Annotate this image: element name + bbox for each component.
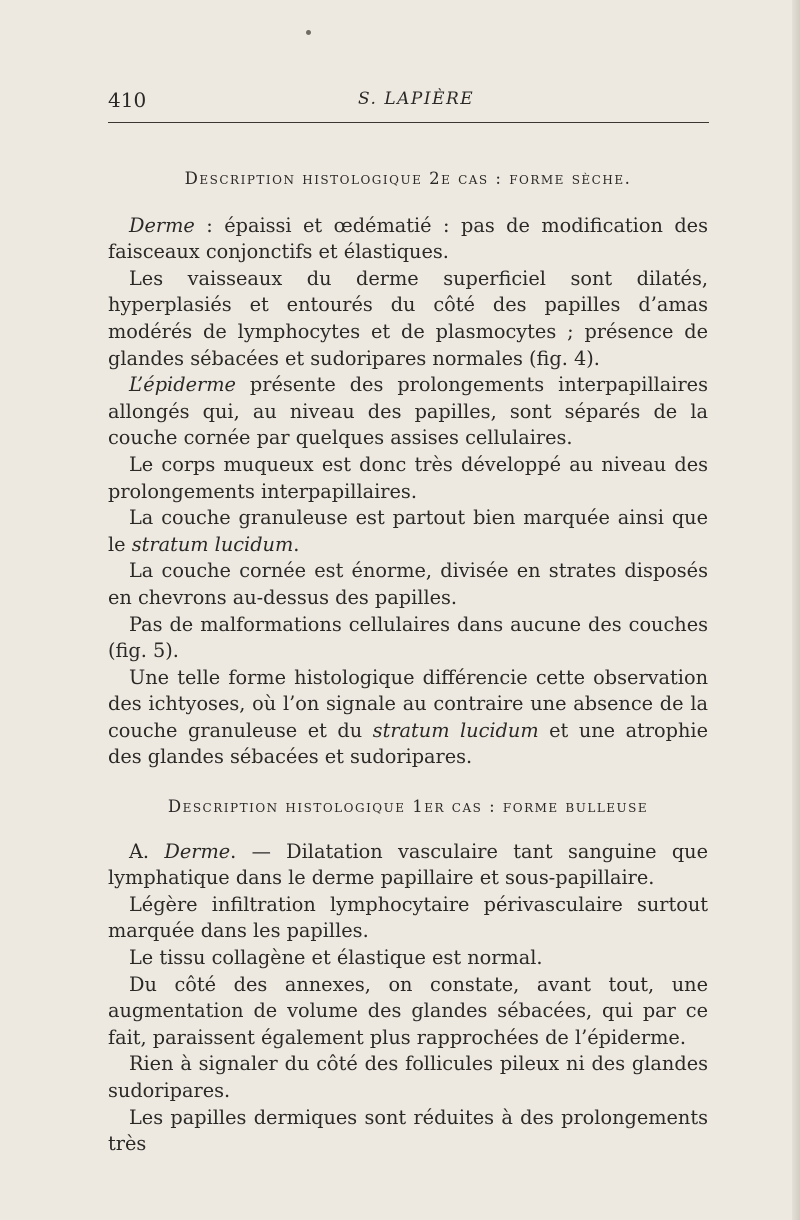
header-rule	[108, 122, 709, 123]
paragraph-text: Du côté des annexes, on constate, avant tout, une augmentation de volume des glandes sébacées, qui par ce fait, paraissent également plus rapprochées de l’épiderme.	[108, 972, 708, 1049]
term-stratum-lucidum: stratum lucidum	[372, 718, 539, 742]
paragraph-text: .	[293, 532, 300, 556]
paragraph-text: et une atrophie des glandes sébacées et sudoripares.	[108, 718, 708, 769]
paragraph-text: Les vaisseaux du derme superficiel sont dilatés, hyperplasiés et entourés du côté des papilles d’amas modérés de lymphocytes et de plasmocytes ; présence de glandes sébacées et sudoripares normales (fig. 4).	[108, 266, 708, 370]
paragraph-follicules	[108, 1051, 708, 1104]
paragraph-epiderme	[108, 372, 708, 452]
term-derme: Derme	[164, 839, 231, 863]
paragraph-text: La couche granuleuse est partout bien marquée ainsi que le	[108, 506, 708, 556]
paragraph-annexes	[108, 972, 708, 1052]
paragraph-text: Pas de malformations cellulaires dans aucune des couches (fig. 5).	[108, 612, 708, 663]
paragraph-text: Les papilles dermiques sont réduites à des prolongements très	[108, 1105, 708, 1156]
paragraph-couche-cornee	[108, 558, 708, 611]
page-edge	[792, 0, 800, 1220]
paragraph-prefix: A.	[129, 839, 165, 863]
paragraph-ichtyoses	[108, 665, 708, 771]
term-epiderme: L’épiderme	[129, 373, 236, 397]
term-derme: Derme	[129, 213, 195, 237]
paragraph-corps-muqueux	[108, 452, 708, 505]
paragraph-vaisseaux	[108, 266, 708, 372]
paragraph-couche-granuleuse	[108, 505, 708, 558]
page-number: 410	[108, 88, 147, 112]
paragraph-derme	[108, 213, 708, 266]
paragraph-infiltration	[108, 892, 708, 945]
paragraph-papilles	[108, 1105, 708, 1158]
running-head-author: S. LAPIÈRE	[358, 89, 475, 109]
paragraph-text: : épaissi et œdématié : pas de modification des faisceaux conjonctifs et élastiques.	[108, 213, 708, 264]
section-heading-bullous-form: Description histologique 1er cas : forme bulleuse	[167, 797, 649, 817]
paragraph-tissu-collagene	[108, 945, 708, 972]
section-heading-dry-form: Description histologique 2e cas : forme sèche.	[184, 169, 632, 188]
paragraph-text: . — Dilatation vasculaire tant sanguine que lymphatique dans le derme papillaire et sous-papillaire.	[108, 839, 708, 890]
paragraph-text: Légère infiltration lymphocytaire périvasculaire surtout marquée dans les papilles.	[108, 892, 708, 943]
paragraph-text: présente des prolongements interpapillaires allongés qui, au niveau des papilles, sont séparés de la couche cornée par quelques assises cellulaires.	[108, 373, 708, 450]
paragraph-text: Le corps muqueux est donc très développé au niveau des prolongements interpapillaires.	[108, 452, 708, 503]
running-head	[108, 86, 708, 114]
paragraph-malformations	[108, 612, 708, 665]
paragraph-text: Une telle forme histologique différencie cette observation des ichtyoses, où l’on signale au contraire une absence de la couche granuleuse et du	[108, 665, 708, 742]
paragraph-text: Le tissu collagène et élastique est normal.	[129, 946, 543, 970]
page-body	[108, 166, 708, 1158]
paragraph-text: La couche cornée est énorme, divisée en strates disposés en chevrons au-dessus des papilles.	[108, 559, 708, 609]
term-stratum-lucidum: stratum lucidum	[131, 532, 294, 556]
paragraph-text: Rien à signaler du côté des follicules pileux ni des glandes sudoripares.	[108, 1052, 708, 1102]
paragraph-derme-dilatation	[108, 839, 708, 892]
ink-dot	[306, 30, 311, 35]
